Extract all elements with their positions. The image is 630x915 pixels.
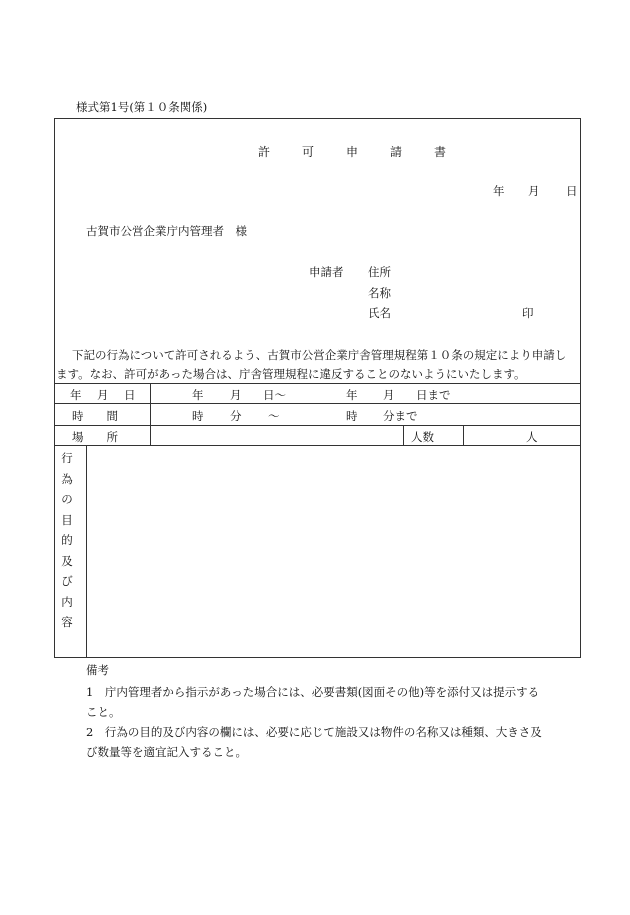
table-line-4: [54, 445, 581, 446]
notes-heading: 備考: [86, 663, 109, 677]
row-time-label: 時 間: [72, 409, 118, 423]
purpose-label: [60, 448, 74, 633]
row-place-label: 場 所: [72, 430, 118, 444]
people-label: 人数: [411, 430, 434, 444]
time-from-minute: 分: [230, 409, 242, 423]
table-label-divider: [150, 383, 151, 445]
seal-mark: 印: [522, 306, 534, 320]
purpose-char: 行: [61, 451, 73, 465]
purpose-char: 目: [61, 512, 73, 527]
applicant-address-label: 住所: [368, 265, 391, 279]
purpose-char: 為: [61, 471, 73, 486]
row-date-label: 年 月 日: [70, 388, 138, 402]
purpose-char: 的: [61, 533, 73, 547]
purpose-char: 容: [61, 615, 73, 629]
people-divider-right: [463, 425, 464, 445]
date-year: 年: [493, 184, 505, 198]
time-to-minute: 分まで: [383, 409, 418, 423]
time-from-hour: 時: [192, 409, 204, 423]
people-unit: 人: [526, 430, 538, 444]
addressee: 古賀市公営企業庁内管理者 様: [86, 224, 247, 238]
table-line-3: [54, 425, 581, 426]
date-to-day: 日まで: [416, 388, 451, 402]
note-1-line-2: こと。: [86, 705, 121, 719]
note-1-line-1: 1 庁内管理者から指示があった場合には、必要書類(図面その他)等を添付又は提示する: [86, 685, 540, 699]
purpose-char: 内: [61, 594, 73, 609]
date-month: 月: [528, 184, 540, 198]
purpose-char: 及: [61, 553, 73, 568]
date-from-year: 年: [192, 388, 204, 402]
date-to-month: 月: [383, 388, 395, 402]
note-2-line-1: 2 行為の目的及び内容の欄には、必要に応じて施設又は物件の名称又は種類、大きさ及: [86, 725, 542, 739]
purpose-char: の: [61, 492, 73, 506]
date-from-day: 日〜: [263, 388, 286, 402]
table-top-line: [54, 383, 581, 384]
time-tilde: 〜: [268, 409, 280, 423]
declaration-line-1: 下記の行為について許可されるよう、古賀市公営企業庁舎管理規程第１０条の規定により申請し: [72, 348, 567, 362]
date-from-month: 月: [230, 388, 242, 402]
applicant-name-label: 氏名: [368, 306, 391, 320]
note-2-line-2: び数量等を適宜記入すること。: [86, 745, 247, 759]
date-day: 日: [566, 184, 578, 198]
people-divider-left: [403, 425, 404, 445]
date-to-year: 年: [346, 388, 358, 402]
purpose-char: び: [61, 574, 73, 588]
applicant-label: 申請者: [309, 265, 344, 279]
form-title: 許 可 申 請 書: [258, 145, 457, 159]
table-line-2: [54, 403, 581, 404]
applicant-corp-name-label: 名称: [368, 286, 391, 300]
declaration-line-2: ます。なお、許可があった場合は、庁舎管理規程に違反することのないようにいたします。: [56, 367, 526, 381]
form-number: 様式第1号(第１０条関係): [76, 100, 208, 114]
time-to-hour: 時: [346, 409, 358, 423]
purpose-label-divider: [86, 445, 87, 658]
